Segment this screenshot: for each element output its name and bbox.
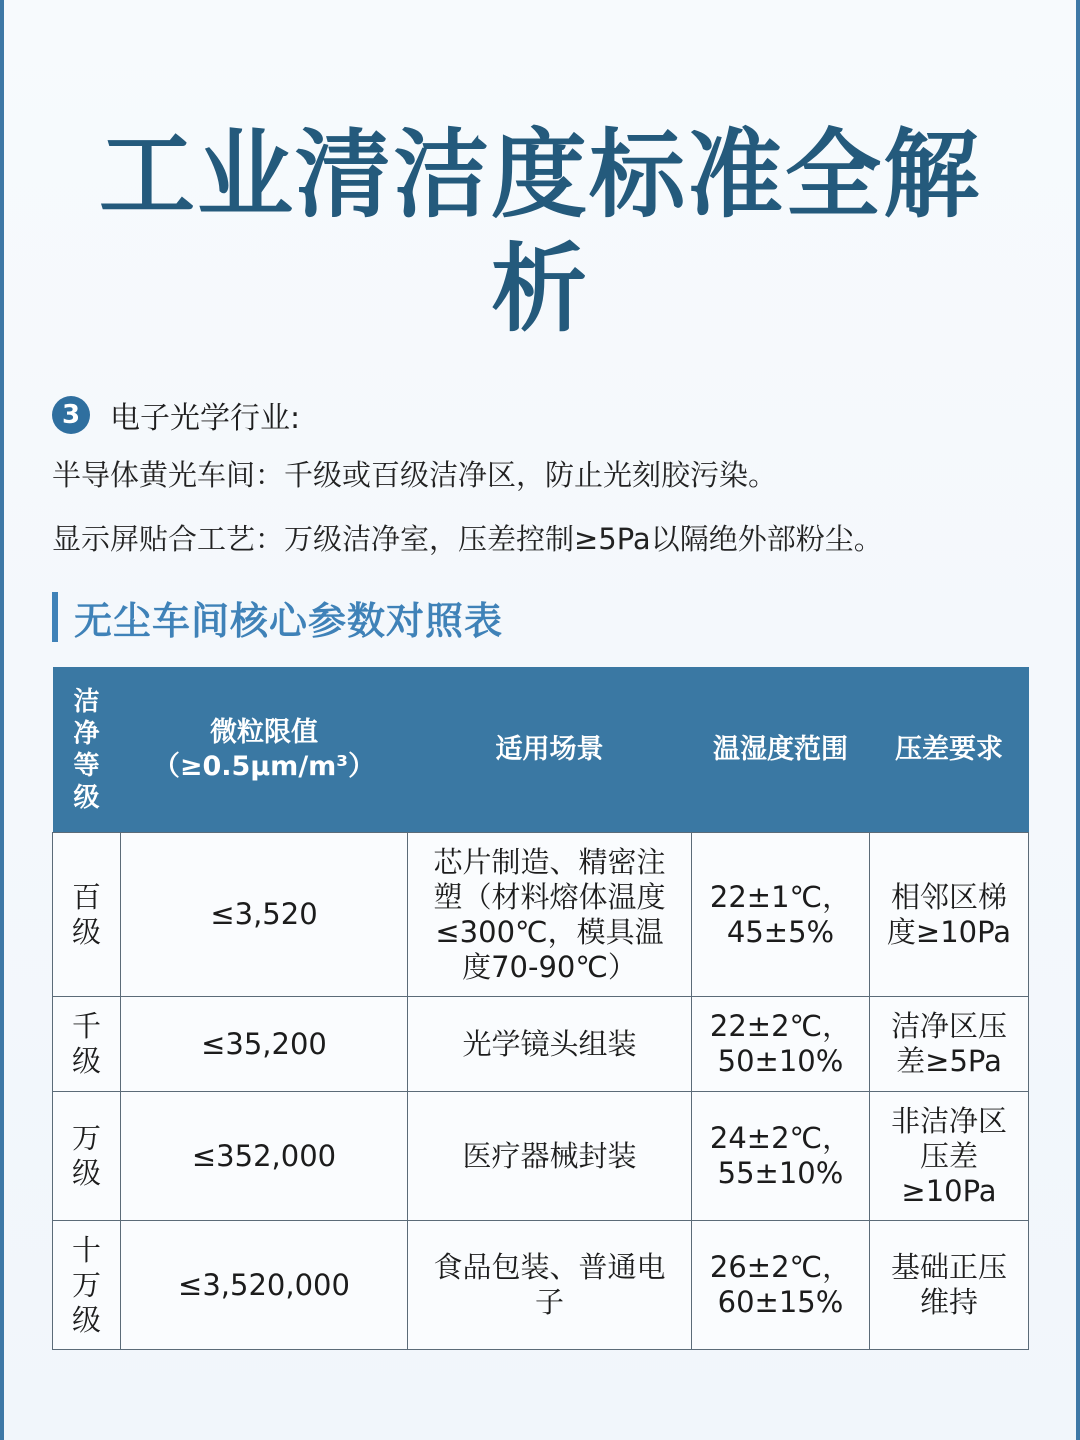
table-row xyxy=(53,1221,1029,1350)
section-title: 无尘车间核心参数对照表 xyxy=(74,598,504,643)
cleanroom-parameters-table xyxy=(52,667,1029,1350)
cell-temp-humidity: 24±2℃，55±10% xyxy=(692,1092,870,1221)
cell-grade: 千级 xyxy=(53,997,121,1092)
section-accent-bar xyxy=(52,592,58,642)
cell-temp-humidity: 22±2℃，50±10% xyxy=(692,997,870,1092)
header-particle-line2: （≥0.5μm/m³） xyxy=(152,750,376,782)
cell-pressure: 洁净区压差≥5Pa xyxy=(870,997,1029,1092)
cell-particle: ≤3,520,000 xyxy=(121,1221,408,1350)
header-grade: 洁净等级 xyxy=(53,667,121,833)
table-header-row xyxy=(53,667,1029,833)
table-row xyxy=(53,833,1029,997)
cell-grade: 百级 xyxy=(53,833,121,997)
cell-temp-humidity: 22±1℃，45±5% xyxy=(692,833,870,997)
cell-pressure: 相邻区梯度≥10Pa xyxy=(870,833,1029,997)
cell-scene: 医疗器械封装 xyxy=(408,1092,692,1221)
section-heading xyxy=(52,592,503,642)
number-badge: 3 xyxy=(52,396,90,434)
cell-scene: 食品包装、普通电子 xyxy=(408,1221,692,1350)
cell-scene: 光学镜头组装 xyxy=(408,997,692,1092)
page-title: 工业清洁度标准全解析 xyxy=(99,119,981,345)
industry-heading xyxy=(52,393,300,437)
header-particle-line1: 微粒限值 xyxy=(210,716,318,748)
table-row xyxy=(53,997,1029,1092)
cell-particle: ≤35,200 xyxy=(121,997,408,1092)
cell-grade: 万级 xyxy=(53,1092,121,1221)
paragraph-display: 显示屏贴合工艺：万级洁净室，压差控制≥5Pa以隔绝外部粉尘。 xyxy=(52,522,883,556)
cell-temp-humidity: 26±2℃，60±15% xyxy=(692,1221,870,1350)
cell-grade: 十万级 xyxy=(53,1221,121,1350)
cell-particle: ≤352,000 xyxy=(121,1092,408,1221)
header-temp-humidity: 温湿度范围 xyxy=(692,667,870,833)
industry-label: 电子光学行业: xyxy=(110,401,301,436)
cell-pressure: 非洁净区压差≥10Pa xyxy=(870,1092,1029,1221)
cell-pressure: 基础正压维持 xyxy=(870,1221,1029,1350)
header-scene: 适用场景 xyxy=(408,667,692,833)
table-row xyxy=(53,1092,1029,1221)
header-particle-limit xyxy=(121,667,408,833)
cell-particle: ≤3,520 xyxy=(121,833,408,997)
paragraph-semiconductor: 半导体黄光车间：千级或百级洁净区，防止光刻胶污染。 xyxy=(52,458,778,492)
cell-scene: 芯片制造、精密注塑（材料熔体温度≤300℃，模具温度70-90℃） xyxy=(408,833,692,997)
header-pressure: 压差要求 xyxy=(870,667,1029,833)
